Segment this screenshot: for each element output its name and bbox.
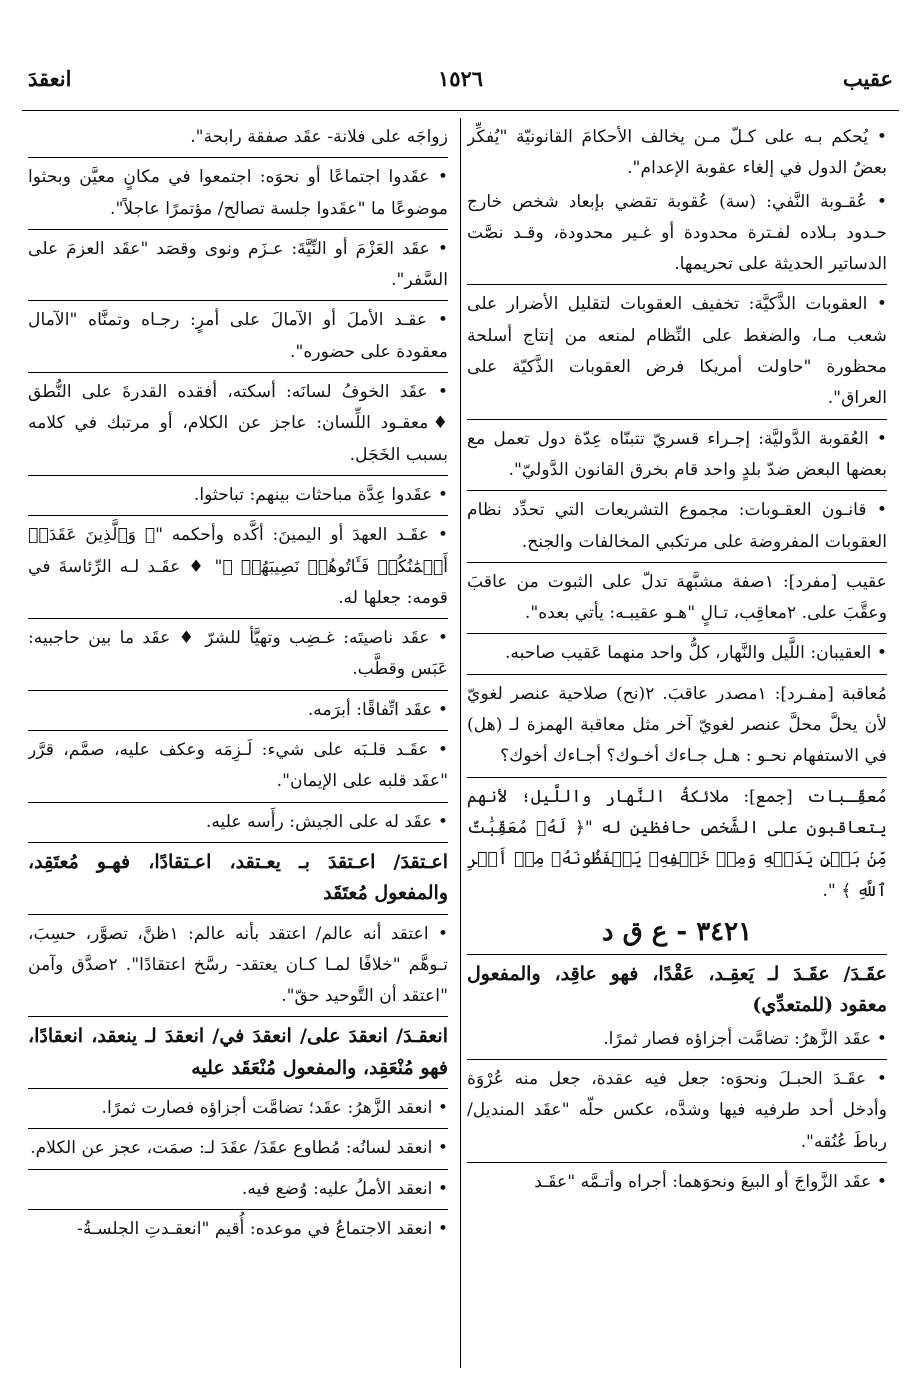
entry-text: • عقَد له على الجيش: رأَسه عليه. xyxy=(28,802,448,838)
column-divider xyxy=(460,118,461,1368)
entry-text: • اعتقد أنه عالم/ اعتقد بأنه عالم: ١ظنَّ، تصوَّر، حسِبَ، تـوهَّم "خلافًا لمـا كـان يعتقد- رسَّخ اعتقادًا". ٢صدَّق وآمن "اعتقد أن التَّوحيد حقّ". xyxy=(28,914,448,1013)
entry-text: • يُحكم بـه على كـلّ مـن يخالف الأحكامَ القانونيّة "يُفكِّر بعضُ الدول في إلغاء عقوبة الإعدام". xyxy=(467,122,887,185)
entry-text: • عقَد اتِّفاقًا: أبرَمه. xyxy=(28,690,448,726)
entry-head: مُعاقبة [مفـرد]: ١مصدر عاقبَ. ٢(نح) صلاحية عنصر لغويّ لأن يحلَّ محلَّ عنصر لغويّ آخر مثل معاقبة الهمزة لـ (هل) في الاستفهام نحـو : هـل جـاءك أخـوك؟ أجـاءك أخوك؟ xyxy=(467,674,887,773)
entry-head: مُعقِّـبات [جمع]: ملائكةُ النَّهار واللَّيل؛ لأنهم يتعاقبون على الشَّخص حافظين له "﴿ لَهُۥ مُعَقِّبَٰتٌ مِّنۢ بَيۡنِ يَدَيۡهِ وَمِنۡ خَلۡفِهِۦ يَحۡفَظُونَهُۥ مِنۡ أَمۡرِ ٱللَّهِ ﴾ ". xyxy=(467,777,887,907)
entry-text: • عقَـد العهدَ أو اليمينَ: أكَّده وأحكمه "﴿ وَٱلَّذِينَ عَقَدَتۡ أَيۡمَٰنُكُمۡ فَـَٔاتُوهُمۡ نَصِيبَهُمۡ ﴾" ♦ عقَـد لـه الرِّئاسةَ في قومه: جعلها له. xyxy=(28,515,448,614)
entry-text: • عقَد العَزْمَ أو النِّيَّةَ: عـزَم ونوى وقصَد "عقَد العزمَ على السَّفر". xyxy=(28,229,448,297)
entry-text: • قانـون العقـوبات: مجموع التشريعات التي تحدِّد نظام العقوبات المفروضة على مرتكبي المخالفات والجنح. xyxy=(467,490,887,558)
entry-text: • عقـد الأملَ أو الآمالَ على أمرٍ: رجـاه وتمنَّاه "الآمال معقودة على حضوره". xyxy=(28,300,448,368)
entry-text: • عقَد الزَّواجَ أو البيعَ ونحوَهما: أجراه وأتـمَّه "عقَـد xyxy=(467,1162,887,1198)
entry-text: • العقوبات الذَّكيَّة: تخفيف العقوبات لتقليل الأضرار على شعب مـا، والضغط على النِّظام لمنعه من إنتاج أسلحة محظورة "حاولت أمريكا فرض العقوبات الذَّكيّة على العراق". xyxy=(467,284,887,414)
entry-head: عقَـدَ/ عقَـدَ لـ يَعقِـد، عَقْدًا، فهو عاقِد، والمفعول معقود (للمتعدِّي) xyxy=(467,954,887,1022)
header-rule xyxy=(22,110,899,111)
entry-text: • عقَـدَ الحبـلَ ونحوَه: جعل فيه عقدة، جعل منه عُرْوَة وأدخل أحد طرفيه فيها وشدَّه، عكس حلّه "عقَد المنديل/ رباطَ عُنُقه". xyxy=(467,1059,887,1158)
entry-text: • العقيبان: اللَّيل والنَّهار، كلُّ واحد منهما عَقيب صاحبه. xyxy=(467,633,887,669)
root-heading: ٣٤٢١ - ع ق د xyxy=(601,916,753,947)
entry-text: • عقَدوا عِدَّة مباحثات بينهم: تباحثوا. xyxy=(28,475,448,511)
entry-text: • العُقوبة الدَّوليَّة: إجـراء قسريّ تتبنّاه عِدّة دول تعمل مع بعضها البعض ضدّ بلدٍ واحد قام بخرق القانون الدَّوليّ". xyxy=(467,419,887,487)
page-header xyxy=(28,60,893,100)
entry-text: زواجَه على فلانة- عقَد صفقة رابحة". xyxy=(190,127,448,147)
entry-text: • عقَد الزَّهرُ: تضامَّت أجزاؤه فصار ثمرًا. xyxy=(467,1024,887,1055)
entry-text: • انعقد لسانُه: مُطاوع عقَدَ/ عقَدَ لـ: صمَت، عجز عن الكلام. xyxy=(28,1128,448,1164)
right-column xyxy=(467,122,887,1369)
entry-text: • عقَـد قلـبَه على شيء: لَـزِمَه وعكف عليه، صمَّم، قرَّر "عقَد قلبه على الإيمان". xyxy=(28,730,448,798)
entry-text: • انعقد الزَّهرُ: عقَد؛ تضامَّت أجزاؤه فصارت ثمرًا. xyxy=(28,1088,448,1124)
entry-head: عقيب [مفرد]: ١صفة مشبَّهة تدلّ على الثبوت من عاقبَ وعقَّبَ على. ٢معاقِب، تـالٍ "هـو عقيبـه: يأتي بعده". xyxy=(467,562,887,630)
entry-head: انعقـدَ/ انعقدَ على/ انعقدَ في/ انعقدَ لـ ينعقد، انعقادًا، فهو مُنْعَقِد، والمفعول مُنْعَقَد عليه xyxy=(28,1016,448,1084)
entry-head: اعـتقدَ/ اعـتقدَ بـ يعـتقد، اعـتقادًا، فهـو مُعتَقِد، والمفعول مُعتَقَد xyxy=(28,842,448,910)
entry-text: • انعقد الأملُ عليه: وُضع فيه. xyxy=(28,1169,448,1205)
entry-text: • عقَدوا اجتماعًا أو نحوَه: اجتمعوا في مكانٍ معيَّن وبحثوا موضوعًا ما "عقَدوا جلسة تصالح/ مؤتمرًا عاجلاً". xyxy=(28,157,448,225)
left-column xyxy=(28,122,448,1369)
entry-text: • عقَد الخوفُ لسانَه: أسكته، أفقده القدرةَ على النُّطق ♦معقـود اللِّسان: عاجز عن الكلام، أو مرتبك في كلامه بسبب الخَجَل. xyxy=(28,372,448,471)
entry-text: • عقَد ناصيتَه: غـضِب وتهيَّأ للشرّ ♦ عقَد ما بين حاجبيه: عَبَس وقطَّب. xyxy=(28,618,448,686)
header-first-entry: عقيب xyxy=(842,66,893,91)
entry-text: • عُقـوبة النَّفي: (سة) عُقوبة تقضي بإبعاد شخص خارج حـدود بـلاده لفـترة محدودة أو غـير محدودة، وقـد نصَّت الدساتير الحديثة على تحريمها. xyxy=(467,187,887,281)
page-number: ١٥٢٦ xyxy=(437,66,484,91)
header-last-entry: انعقدَ xyxy=(28,66,72,91)
entry-text: • انعقد الاجتماعُ في موعده: أُقيم "انعقـدتِ الجلسـةُ- xyxy=(28,1209,448,1245)
